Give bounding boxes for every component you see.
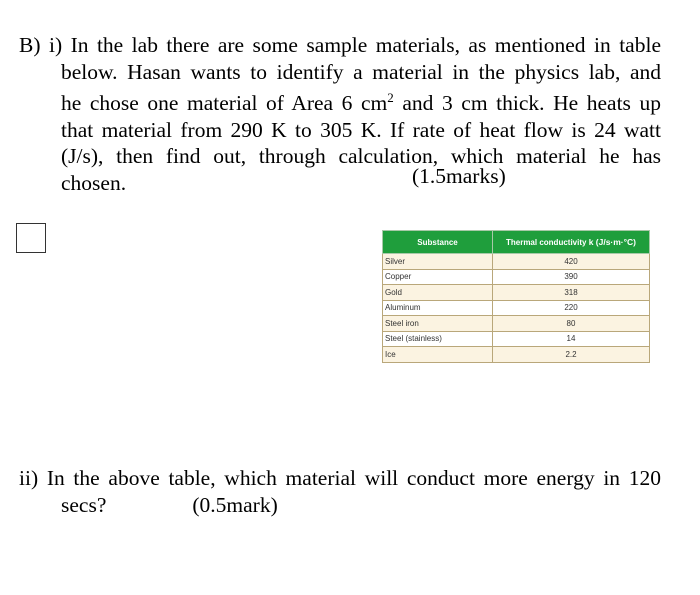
question-ii-line: ii) In the above table, which material will conduct more energy in 120 xyxy=(19,466,661,490)
conductivity-cell: 2.2 xyxy=(493,347,650,363)
conductivity-cell: 80 xyxy=(493,316,650,332)
question-i-line: he chose one material of Area 6 $cm^2$ and 3 cm thick. He heats up xyxy=(61,90,661,116)
substance-cell: Aluminum xyxy=(383,300,493,316)
table-row xyxy=(383,254,650,270)
table-row xyxy=(383,269,650,285)
substance-cell: Silver xyxy=(383,254,493,270)
substance-cell: Copper xyxy=(383,269,493,285)
table-row xyxy=(383,300,650,316)
conductivity-cell: 318 xyxy=(493,285,650,301)
question-ii-text xyxy=(19,465,661,519)
conductivity-cell: 390 xyxy=(493,269,650,285)
answer-checkbox[interactable] xyxy=(16,223,46,253)
question-i-line: below. Hasan wants to identify a material in the physics lab, and xyxy=(61,59,661,84)
question-i-line: that material from 290 K to 305 K. If rate of heat flow is 24 watt xyxy=(61,117,661,142)
substance-cell: Steel (stainless) xyxy=(383,331,493,347)
question-i-text xyxy=(19,32,661,196)
question-i-line: chosen. xyxy=(61,170,127,195)
substance-cell: Ice xyxy=(383,347,493,363)
header-conductivity xyxy=(493,231,650,254)
table-row xyxy=(383,316,650,332)
substance-cell: Gold xyxy=(383,285,493,301)
question-ii-marks: (0.5mark) xyxy=(192,493,278,517)
question-i-line: (J/s), then find out, through calculation, which material he has xyxy=(61,144,661,169)
header-substance: Substance xyxy=(383,231,493,254)
header-unit: k (J/s·m·°C) xyxy=(588,237,637,247)
header-conductivity-label: Thermal conductivity xyxy=(505,238,587,247)
table-row xyxy=(383,285,650,301)
question-ii-line-2 xyxy=(19,492,661,519)
conductivity-cell: 420 xyxy=(493,254,650,270)
table-row xyxy=(383,347,650,363)
question-i-marks: (1.5marks) xyxy=(412,164,506,188)
substance-cell: Steel iron xyxy=(383,316,493,332)
question-ii-line: secs? xyxy=(61,493,107,517)
table-row xyxy=(383,331,650,347)
conductivity-cell: 220 xyxy=(493,300,650,316)
conductivity-cell: 14 xyxy=(493,331,650,347)
conductivity-table xyxy=(382,230,650,363)
question-i-line: B) i) In the lab there are some sample materials, as mentioned in table xyxy=(19,33,661,57)
